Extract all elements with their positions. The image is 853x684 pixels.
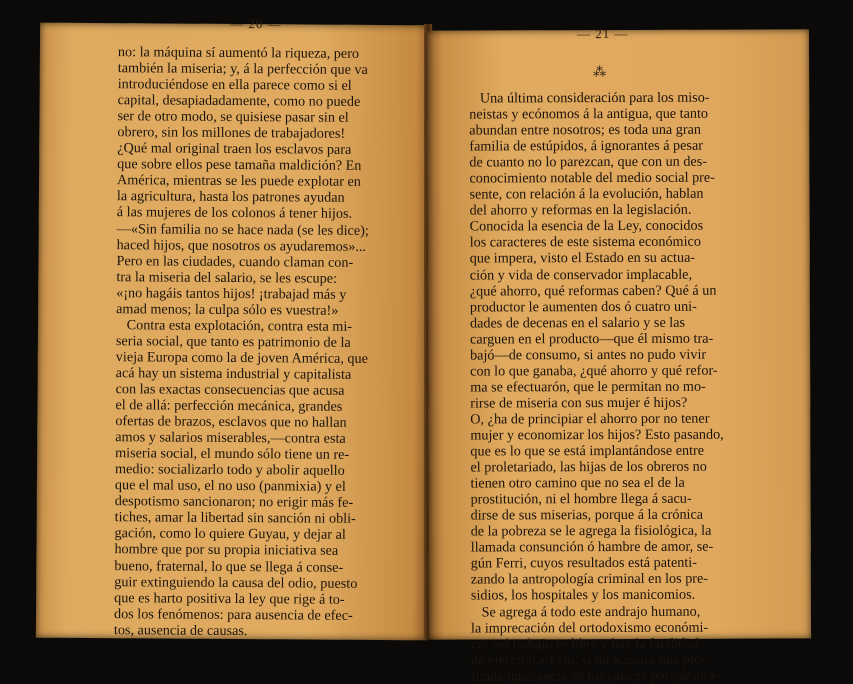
left-page <box>36 15 432 641</box>
text-line: que impera, visto el Estado en su actua- <box>469 250 696 267</box>
text-line: neistas y ecónomos á la antigua, que tanto <box>469 105 709 123</box>
text-line: gún Ferri, cuyos resultados está patenti- <box>470 555 697 572</box>
text-line: Se agrega á todo este andrajo humano, <box>470 603 701 621</box>
text-line: que el mal uso, el no uso (panmixia) y el <box>114 477 346 496</box>
text-line: prostitución, ni el hombre llega á sacu- <box>470 490 692 508</box>
text-line: ma se efectuarón, que le permitan no mo- <box>470 378 706 396</box>
text-line: —«Sin familia no se hace nada (se les dice); <box>116 220 369 239</box>
text-line: «¡no hagáis tantos hijos! ¡trabajad más y <box>116 284 347 303</box>
text-line: tos, ausencia de causas. <box>113 621 248 639</box>
text-line: Contra esta explotación, contra esta mi- <box>115 316 353 335</box>
text-line: ofertas de brazos, esclavos que no hallan <box>115 413 347 431</box>
text-line: que sobre ellos pese tamaña maldición? En <box>117 156 362 175</box>
text-line: familia de estúpidos, á ignorantes á pesar <box>469 137 703 155</box>
text-line: la agricultura, hasta los patrones ayudan <box>116 188 345 207</box>
text-line: co: «el trabajo es libre y hay la facilidad <box>471 635 699 653</box>
text-line: de la pobreza se le agrega la fisiológica, la <box>470 522 712 540</box>
text-line: que es lo que se está implantándose entre <box>470 442 705 460</box>
text-line: abundan entre nosotros; es toda una gran <box>469 121 701 139</box>
page-number-21: — 21 — <box>576 25 629 42</box>
text-line: gación, como lo quiere Guyau, y dejar al <box>114 525 346 544</box>
text-line: el de allá: perfección mecánica, grandes <box>115 397 343 415</box>
text-line: del ahorro y reformas en la legislación. <box>469 202 692 219</box>
text-line: sidios, los hospitales y los manicomios. <box>470 587 696 604</box>
text-line: mujer y economizar los hijos? Esto pasando, <box>470 426 724 444</box>
text-line: rirse de miseria con sus mujer é hijos? <box>470 394 688 412</box>
section-ornament: ⁂ <box>593 64 607 80</box>
text-line: ¿Qué mal original traen los esclavos para <box>117 140 352 159</box>
text-line: amad menos; la culpa sólo es vuestra!» <box>116 300 339 319</box>
text-line: O, ¿ha de principiar el ahorro por no tener <box>470 410 710 428</box>
text-line: dirse de sus miserias, porque á la crónica <box>470 506 704 524</box>
text-line: seria social, que tanto es patrimonio de la <box>115 333 351 351</box>
text-line: con las exactas consecuencias que acusa <box>115 381 345 399</box>
text-line: sente, con relación á la evolución, hablan <box>469 185 704 203</box>
text-line: acá hay un sistema industrial y capitalista <box>115 365 352 383</box>
text-line: productor le aumenten dos ó cuatro uni- <box>469 298 697 316</box>
text-line: despotismo sancionaron; no erigir más fe- <box>114 493 354 512</box>
text-line: tienen otro camino que no sea el de la <box>470 474 685 492</box>
text-line: que es harto positiva la ley que rige á to- <box>114 589 345 608</box>
text-line: Una última consideración para los miso- <box>469 89 710 107</box>
text-line: amos y salarios miserables,—contra esta <box>115 429 346 447</box>
text-line: llamada consunción ó hambre de amor, se- <box>470 538 714 556</box>
text-line: no: la máquina sí aumentó la riqueza, pero <box>117 44 360 62</box>
text-line: carguen en el producto—que él mismo tra- <box>469 330 714 348</box>
text-line: tiches, amar la libertad sin sanción ni obli- <box>114 509 356 528</box>
right-page <box>427 25 811 684</box>
text-line: hombre que por su propia iniciativa sea <box>114 541 339 560</box>
text-line: ¿qué ahorro, qué reformas caben? Qué á un <box>469 282 717 300</box>
text-line: vieja Europa como la de joven América, que <box>115 349 369 367</box>
text-line: medio: socializarlo todo y abolir aquello <box>114 461 345 479</box>
text-line: el proletariado, las hijas de los obreros no <box>470 458 707 476</box>
text-line: Conocida la esencia de la Ley, conocidos <box>469 218 704 235</box>
text-line: obrero, sin los millones de trabajadores! <box>117 124 346 143</box>
text-line: haced hijos, que nosotros os ayudaremos»... <box>116 236 367 255</box>
text-line: los caracteres de este sistema económico <box>469 234 701 251</box>
text-line: ción y vida de conservador implacable, <box>469 266 693 284</box>
text-line: bueno, fraternal, lo que se llega á conse- <box>114 557 344 576</box>
text-line: conocimiento notable del medio social pre- <box>469 169 715 187</box>
text-line: de cuanto no lo parezcan, que con un des- <box>469 153 707 171</box>
text-line: capital, desapiadadamente, como no puede <box>117 92 361 111</box>
text-line: ser de otro modo, se quisiese pasar sin el <box>117 108 349 126</box>
right-page-text <box>469 90 724 684</box>
text-line: de elección.» Esto, si no acusara una pro- <box>471 651 707 669</box>
text-line: también la miseria; y, á la perfección que va <box>117 60 368 78</box>
text-line: dades de decenas en el salario y se las <box>469 314 686 332</box>
text-line: miseria social, el mundo sólo tiene un re- <box>115 445 350 463</box>
text-line: guir extinguiendo la causa del odio, puesto <box>114 573 358 592</box>
left-page-text <box>114 44 370 639</box>
text-line: á las mujeres de los colonos á tener hijos. <box>116 204 353 223</box>
text-line: zando la antropología criminal en los pre- <box>470 571 709 588</box>
text-line: bajó—de consumo, si antes no pudo vivir <box>470 346 707 364</box>
text-line: con lo que ganaba, ¿qué ahorro y qué refor- <box>470 362 718 380</box>
text-line: Pero en las ciudades, cuando claman con- <box>116 252 354 271</box>
text-line: funda ignorancia de los carices porque atra- <box>471 667 720 684</box>
text-line: tra la miseria del salario, se les escupe: <box>116 268 338 287</box>
text-line: introduciéndose en ella parece como si el <box>117 76 352 94</box>
text-line: América, mientras se les puede explotar en <box>116 172 361 191</box>
text-line: la imprecación del ortodoxismo económi- <box>470 619 709 637</box>
page-number-20: — 20 — <box>230 15 282 32</box>
text-line: dos los fenómenos: para ausencia de efec- <box>113 605 353 624</box>
